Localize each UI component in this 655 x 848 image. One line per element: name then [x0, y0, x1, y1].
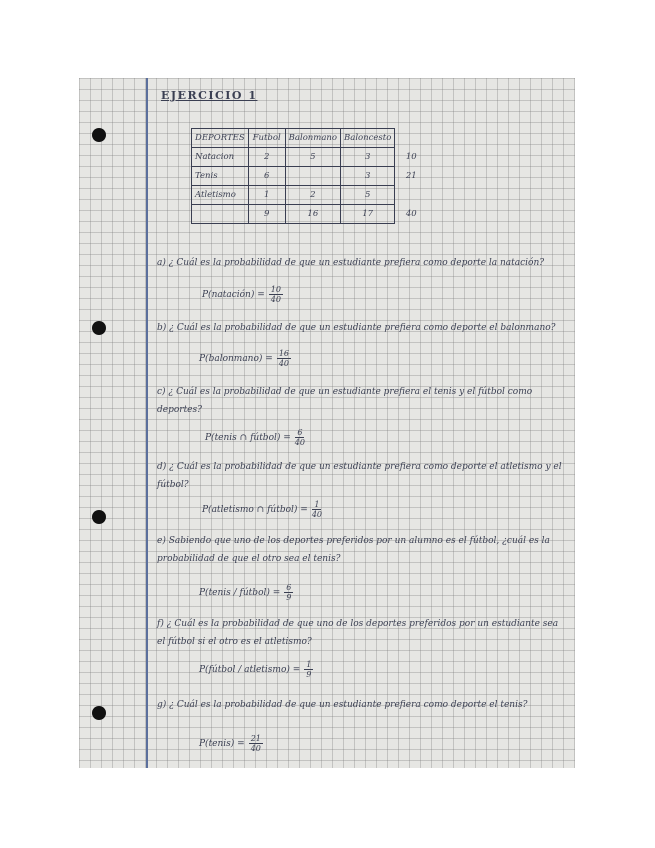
- answer-fraction: [312, 500, 322, 519]
- fraction-numerator: 1: [306, 660, 312, 669]
- row-total: 21: [395, 167, 428, 186]
- answer-formula: P(tenis / fútbol) =: [199, 587, 281, 598]
- fraction-denominator: 9: [286, 593, 292, 602]
- question-e: e) Sabiendo que uno de los deportes preferidos por un alumno es el fútbol, ¿cuál es la probabilidad de que el otro sea el tenis?: [157, 536, 550, 564]
- answer-d: [202, 500, 322, 519]
- question-c: c) ¿ Cuál es la probabilidad de que un estudiante prefiera el tenis y el fútbol como deportes?: [157, 387, 533, 415]
- fraction-denominator: 40: [311, 510, 322, 519]
- fraction-numerator: 6: [286, 583, 292, 592]
- answer-e: [199, 583, 293, 602]
- column-total: 17: [341, 205, 395, 224]
- fraction-numerator: 21: [250, 734, 261, 743]
- table-header-cell: Balonmano: [285, 129, 340, 148]
- table-totals-row: [192, 205, 428, 224]
- fraction-numerator: 16: [278, 349, 290, 358]
- table-cell: 2: [285, 186, 340, 205]
- question-a: a) ¿ Cuál es la probabilidad de que un estudiante prefiera como deporte la natación?: [157, 258, 545, 268]
- table-row-label: Natacion: [192, 148, 249, 167]
- fraction-denominator: 40: [294, 438, 305, 447]
- table-row-label: Tenis: [192, 167, 249, 186]
- table-cell: 1: [248, 186, 285, 205]
- answer-formula: P(fútbol / atletismo) =: [199, 664, 301, 675]
- binder-hole: [92, 510, 106, 524]
- table-cell: 3: [341, 148, 395, 167]
- question-f: f) ¿ Cuál es la probabilidad de que uno de los deportes preferidos por un estudiante sea el fútbol si el otro es el atletismo?: [157, 619, 559, 647]
- table-cell: 5: [341, 186, 395, 205]
- table-cell: 2: [248, 148, 285, 167]
- answer-formula: P(tenis) =: [199, 738, 245, 749]
- binder-hole: [92, 128, 106, 142]
- answer-fraction: [295, 428, 305, 447]
- exercise-title: EJERCICIO 1: [161, 89, 258, 102]
- answer-formula: P(atletismo ∩ fútbol) =: [202, 504, 308, 515]
- fraction-numerator: 6: [297, 428, 303, 437]
- margin-line: [146, 78, 148, 768]
- binder-hole: [92, 321, 106, 335]
- answer-formula: P(tenis ∩ fútbol) =: [205, 432, 291, 443]
- table-row: [192, 167, 428, 186]
- sports-table: [191, 128, 427, 224]
- table-row: [192, 186, 428, 205]
- table-cell: [285, 167, 340, 186]
- question-g: g) ¿ Cuál es la probabilidad de que un estudiante prefiera como deporte el tenis?: [157, 700, 528, 710]
- table-cell: 6: [248, 167, 285, 186]
- table-cell: 5: [285, 148, 340, 167]
- answer-c: [205, 428, 305, 447]
- question-b: b) ¿ Cuál es la probabilidad de que un estudiante prefiera como deporte el balonmano?: [157, 323, 556, 333]
- answer-formula: P(natación) =: [202, 289, 265, 300]
- table-header-row: [192, 129, 428, 148]
- table-header-cell: Futbol: [248, 129, 285, 148]
- answer-formula: P(balonmano) =: [199, 353, 273, 364]
- column-total: 9: [248, 205, 285, 224]
- answer-fraction: [249, 734, 263, 753]
- column-total: 16: [285, 205, 340, 224]
- row-total: [395, 186, 428, 205]
- answer-a: [202, 285, 283, 304]
- fraction-denominator: 40: [250, 744, 261, 753]
- table-row-label: Atletismo: [192, 186, 249, 205]
- table-row-label: [192, 205, 249, 224]
- binder-hole: [92, 706, 106, 720]
- fraction-numerator: 10: [270, 285, 281, 294]
- table-row: [192, 148, 428, 167]
- fraction-denominator: 9: [306, 670, 312, 679]
- answer-g: [199, 734, 263, 753]
- table-header-cell: DEPORTES: [192, 129, 249, 148]
- answer-fraction: [304, 660, 313, 679]
- table-header-cell: Baloncesto: [341, 129, 395, 148]
- answer-b: [199, 349, 291, 368]
- fraction-denominator: 40: [270, 295, 281, 304]
- answer-f: [199, 660, 313, 679]
- answer-fraction: [277, 349, 291, 368]
- notebook-page: [79, 78, 575, 768]
- fraction-numerator: 1: [314, 500, 320, 509]
- row-total: 10: [395, 148, 428, 167]
- answer-fraction: [269, 285, 283, 304]
- grand-total: 40: [395, 205, 428, 224]
- table-cell: 3: [341, 167, 395, 186]
- fraction-denominator: 40: [278, 359, 290, 368]
- question-d: d) ¿ Cuál es la probabilidad de que un estudiante prefiera como deporte el atletismo y el fútbol?: [157, 462, 562, 490]
- answer-fraction: [284, 583, 293, 602]
